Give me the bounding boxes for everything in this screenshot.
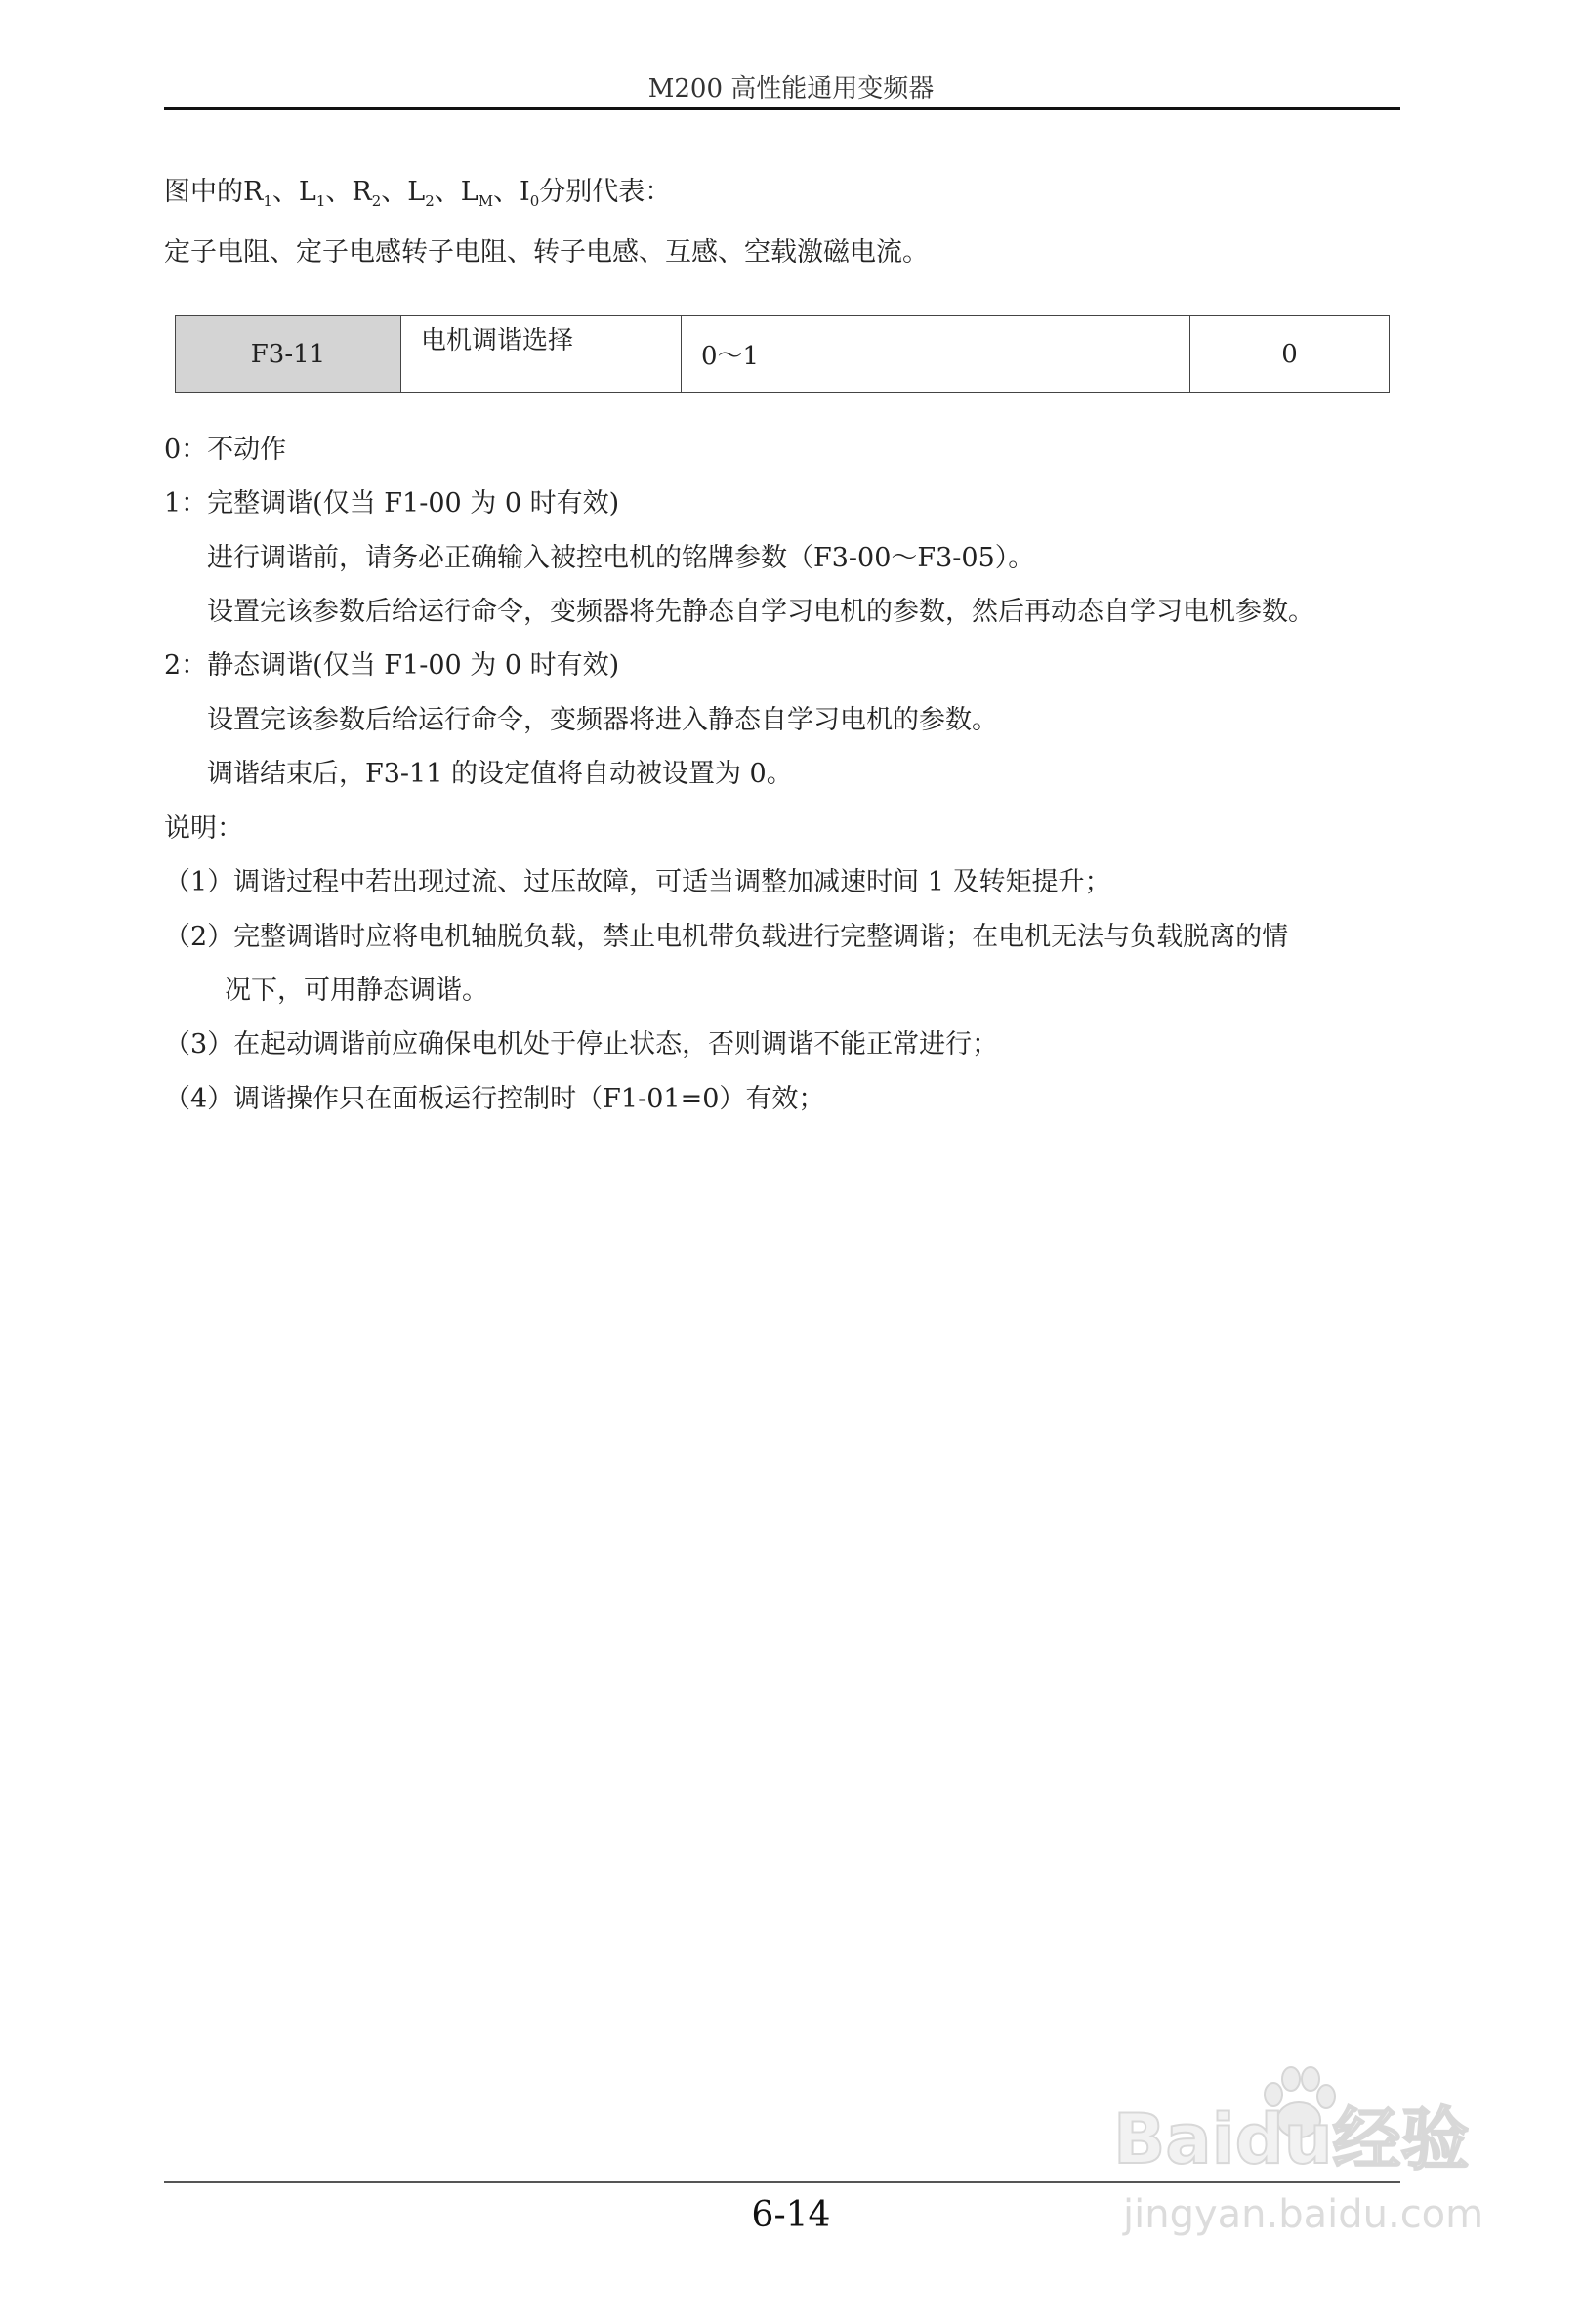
option-0: 0：不动作 [164, 435, 287, 465]
symbol-i0: $I_0$ [520, 177, 540, 210]
note-3: （3）在起动调谐前应确保电机处于停止状态，否则调谐不能正常进行； [164, 1029, 999, 1059]
symbol-l2: $L_2$ [407, 177, 435, 210]
header-rule [164, 107, 1400, 110]
note-1: （1）调谐过程中若出现过流、过压故障，可适当调整加减速时间 1 及转矩提升； [164, 867, 1111, 897]
param-name: 电机调谐选择 [401, 316, 682, 393]
option-2-desc-1: 设置完该参数后给运行命令，变频器将进入静态自学习电机的参数。 [207, 705, 998, 735]
symbol-r2: $R_2$ [352, 177, 382, 210]
footer-rule [164, 2181, 1400, 2183]
symbol-l1: $L_1$ [298, 177, 326, 210]
notes-heading: 说明： [164, 813, 243, 844]
symbol-r1: $R_1$ [243, 177, 272, 210]
param-range: 0～1 [682, 316, 1190, 393]
note-2a: （2）完整调谐时应将电机轴脱负载，禁止电机带负载进行完整调谐；在电机无法与负载脱离的情 [164, 922, 1289, 952]
symbol-lm: $L_M$ [460, 177, 494, 210]
symbols-line: 图中的$R_1$、$L_1$、$R_2$、$L_2$、$L_M$、$I_0$分别代表： [164, 177, 672, 210]
option-1-desc-2: 设置完该参数后给运行命令，变频器将先静态自学习电机的参数，然后再动态自学习电机参数。 [207, 597, 1314, 627]
symbols-prefix: 图中的 [164, 177, 243, 207]
option-2-desc-2: 调谐结束后，F3-11 的设定值将自动被设置为 0。 [207, 759, 793, 789]
symbols-meaning: 定子电阻、定子电感转子电阻、转子电感、互感、空载激磁电流。 [164, 237, 929, 268]
option-2: 2：静态调谐(仅当 F1-00 为 0 时有效) [164, 650, 620, 681]
parameter-table [175, 315, 1390, 393]
option-1-desc-1: 进行调谐前，请务必正确输入被控电机的铭牌参数（F3-00～F3-05）。 [207, 543, 1035, 573]
param-default: 0 [1190, 316, 1390, 393]
watermark [1113, 2055, 1484, 2280]
parameter-row [176, 316, 1390, 393]
option-1: 1：完整调谐(仅当 F1-00 为 0 时有效) [164, 488, 620, 519]
param-code: F3-11 [176, 316, 401, 393]
symbols-suffix: 分别代表： [539, 177, 672, 207]
note-2b: 况下，可用静态调谐。 [225, 975, 488, 1006]
watermark-logo: Baidu经验 [1113, 2099, 1470, 2179]
page-number: 6-14 [751, 2195, 831, 2235]
page-header-title: M200 高性能通用变频器 [647, 74, 935, 104]
note-4: （4）调谐操作只在面板运行控制时（F1-01=0）有效； [164, 1084, 825, 1114]
watermark-url: jingyan.baidu.com [1123, 2192, 1484, 2237]
